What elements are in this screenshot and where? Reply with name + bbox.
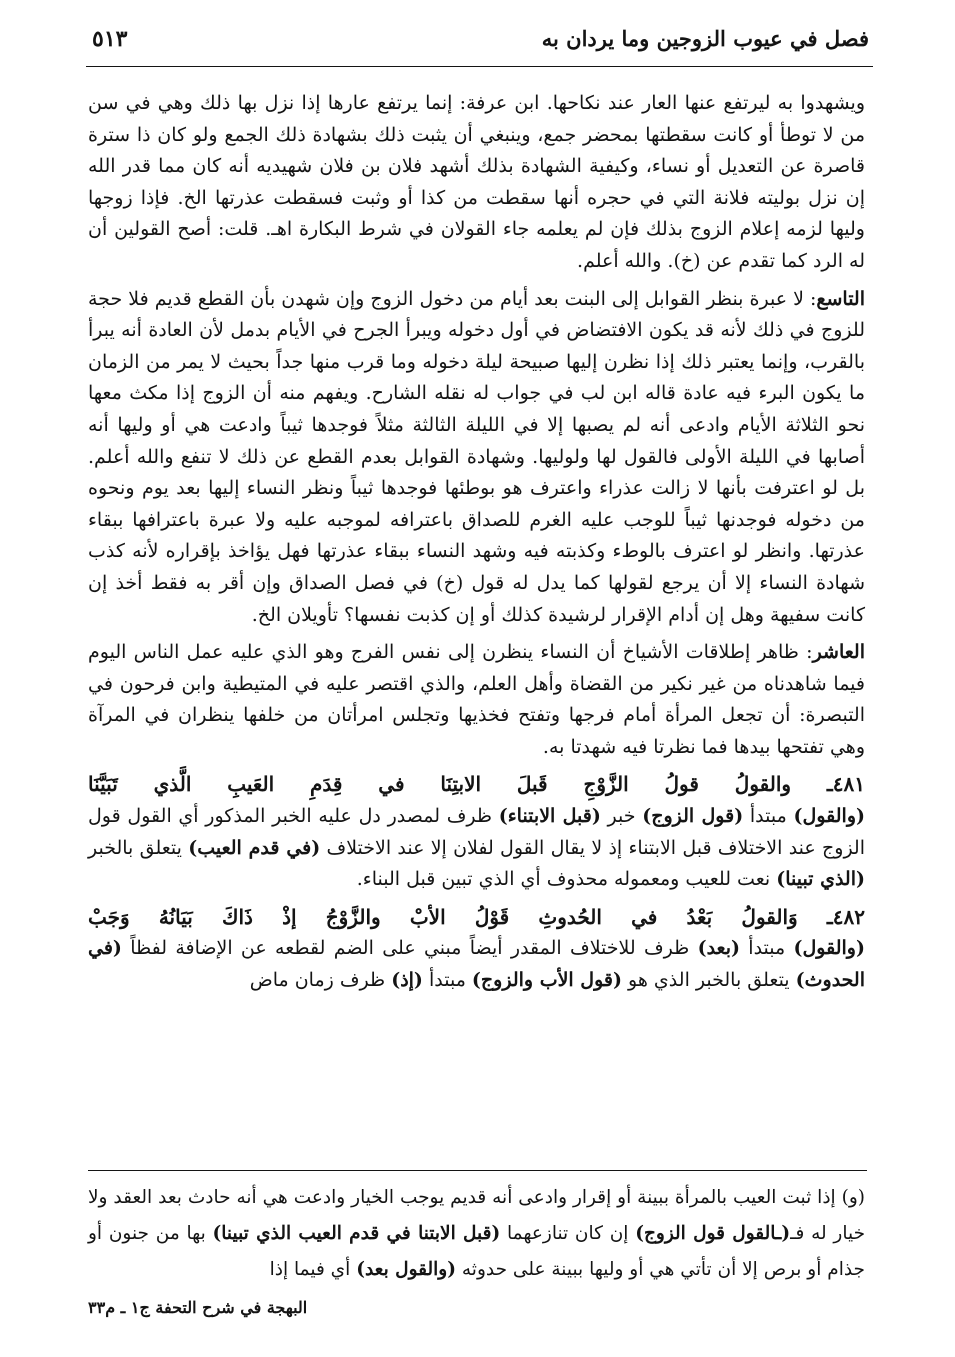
main-text xyxy=(88,88,865,997)
commentary-text: مبتدأ xyxy=(422,969,472,992)
footnote-text: إن كان تنازعهما xyxy=(500,1223,636,1244)
footnote-text: (و) إذا ثبت العيب بالمرأة ببينة أو إقرار وادعى أنه قديم يوجب الخيار وادعت هي أنه حادث بعد العقد ولا خيار له فـ xyxy=(88,1187,866,1244)
bold-term: (قبل الابتناء) xyxy=(498,805,601,828)
bold-term: (والقول بعد) xyxy=(356,1259,456,1280)
bold-term: (قول الزوج) xyxy=(642,805,744,828)
bold-term: (في الحدوث) xyxy=(88,937,865,992)
bold-term: (والقول) xyxy=(793,805,865,828)
bold-term: (قول الأب والزوج) xyxy=(471,969,623,992)
paragraph-tenth-text: : ظاهر إطلاقات الأشياخ أن النساء ينظرن إلى نفس الفرج وهو الذي عليه عمل الناس اليوم فيما شاهدناه من غير نكير من القضاة وأهل العلم، والذي اقتصر عليه في المتيطية وابن فرحون في التبصرة: أن تجعل المرأة أمام فرجها وتفتح فخذيها وتجلس امرأتان من خلفها ينظران في المرآة وهي تفتحها بيدها فما نظرتا فيه شهدتا به. xyxy=(88,641,865,758)
paragraph-ninth-text: : لا عبرة بنظر القوابل إلى البنت بعد أيام من دخول الزوج وإن شهدن بأن القطع قديم فلا حجة للزوج في ذلك لأنه قد يكون الافتضاض في أول دخوله ويبرأ الجرح في الأيام بدمل لأن العادة أنه يبرأ بالقرب، وإنما يعتبر ذلك إذا نظرن إليها صبيحة ليلة دخوله وما قرب منها جداً بحيث لا يمر من الزمان ما يكون البرء فيه عادة قاله ابن لب في جواب له نقله الشارح. ويفهم منه أن الزوج إذا مكث معها نحو الثلاثة الأيام وادعى أنه لم يصبها إلا في الليلة الثالثة مثلاً فوجدها ثيباً وادعت هي أو وليها أنه أصابها في الليلة الأولى فالقول لها ولوليها. وشهادة القوابل بعدم القطع عن ذلك لا تنفع والله أعلم. بل لو اعترفت بأنها لا زالت عذراء واعترف هو بوطئها فوجدها ثيباً ونظر النساء إليها بعد يوم ونحوه من دخوله فوجدنها ثيباً للوجب عليه الغرم للصداق باعترافه لموجبه عليه ولا عبرة باعترافها ببقاء عذرتها. وانظر لو اعترف بالوطء وكذبته فيه وشهد النساء ببقاء عذرتها فهل يؤاخذ بإقراره لأنه كذب شهادة النساء إلا أن يرجع لقولها كما يدل له قول (خ) في فصل الصداق وإن أقر به فقط أخذ إن كانت سفيهة وهل إن أدام الإقرار لرشيدة كذلك أو إن كذبت نفسها؟ تأويلان الخ. xyxy=(88,287,865,626)
commentary-text: يتعلق بالخبر الذي هو xyxy=(622,969,796,992)
running-title: فصل في عيوب الزوجين وما يردان به xyxy=(541,26,869,51)
commentary-text: مبتدأ xyxy=(743,805,794,828)
page-footer: البهجة في شرح التحفة ج١ ـ م٣٣ xyxy=(88,1298,308,1317)
commentary-text: يتعلق بالخبر xyxy=(88,836,189,859)
bold-term: (بعد) xyxy=(697,937,740,960)
footnote-paragraph xyxy=(88,1180,865,1288)
footnote xyxy=(88,1180,865,1288)
paragraph-ninth xyxy=(88,284,865,632)
commentary-481 xyxy=(88,801,865,896)
bold-term: (والقول) xyxy=(793,937,865,960)
paragraph-1: ويشهدوا به ليرتفع عنها العار عند نكاحها. ابن عرفة: إنما يرتفع عارها إذا نزل بها ذلك وهي في سن من لا توطأ أو كانت سقطتها بمحضر جمع، وينبغي أن يثبت ذلك بشهادة ذلك الجمع ولو كان ذا سترة قاصرة عن التعديل أو نساء، وكيفية الشهادة بذلك أشهد فلان بن فلان شهيديه أنه كان مما قدر الله إن نزل بوليته فلانة التي في حجره أنها سقطت من كذا أو وثبت فسقطت عذرتها الخ. فإذا زوجها وليها لزمه إعلام الزوج بذلك فإن لم يعلمه جاء القولان في شرط البكارة اهـ. قلت: أصح القولين أن له الرد كما تقدم عن (خ). والله أعلم. xyxy=(88,92,865,272)
paragraph-tenth xyxy=(88,637,865,763)
verse-482: ٤٨٢ـ وَالقولُ بَعْدُ في الحُدوثِ قَوْلُ الأبْ والزَّوْجُ إذْ ذَاكَ بَيَانُهُ وَجَبْ xyxy=(88,904,865,929)
verse-481: ٤٨١ـ والقولُ قولُ الزَّوْجِ قَبلَ الابتِنَا في قِدَمِ العَيبِ الَّذي تَبَيَّنَا xyxy=(88,772,865,797)
bold-term: (إذ) xyxy=(391,969,423,992)
bold-term: (قبل الابتنا في قدم العيب الذي تبينا) xyxy=(212,1223,501,1244)
bold-term: (في قدم العيب) xyxy=(188,836,321,859)
page-header xyxy=(92,26,869,60)
header-divider xyxy=(86,66,873,67)
section-label-tenth: العاشر xyxy=(812,641,865,664)
commentary-text: ظرف زمان ماض xyxy=(249,969,392,992)
bold-term: (الذي تبينا) xyxy=(776,868,865,891)
footnote-divider xyxy=(88,1170,867,1171)
commentary-text: نعت للعيب ومعموله محذوف أي الذي تبين قبل البناء. xyxy=(356,868,777,891)
commentary-text: مبتدأ xyxy=(740,937,794,960)
section-label-ninth: التاسع xyxy=(816,287,865,310)
commentary-text: ظرف للاختلاف المقدر أيضاً مبني على الضم لقطعه عن الإضافة لفظاً xyxy=(121,937,698,960)
footnote-text: بها من جنون أو جذام أو برص إلا أن تأتي هي أو وليها ببينة على حدوثه xyxy=(88,1223,865,1280)
footnote-text: أي فيما إذا xyxy=(269,1259,357,1280)
commentary-482 xyxy=(88,933,865,996)
bold-term: (ـالقول قول الزوج) xyxy=(635,1223,791,1244)
commentary-text: ظرف لمصدر دل عليه الخبر المذكور أي القول قول الزوج عند الاختلاف قبل الابتناء إذ لا يقال القول لفلان إلا عند الاختلاف xyxy=(88,805,865,859)
page-number: ٥١٣ xyxy=(92,26,128,52)
commentary-text: خبر xyxy=(600,805,643,828)
